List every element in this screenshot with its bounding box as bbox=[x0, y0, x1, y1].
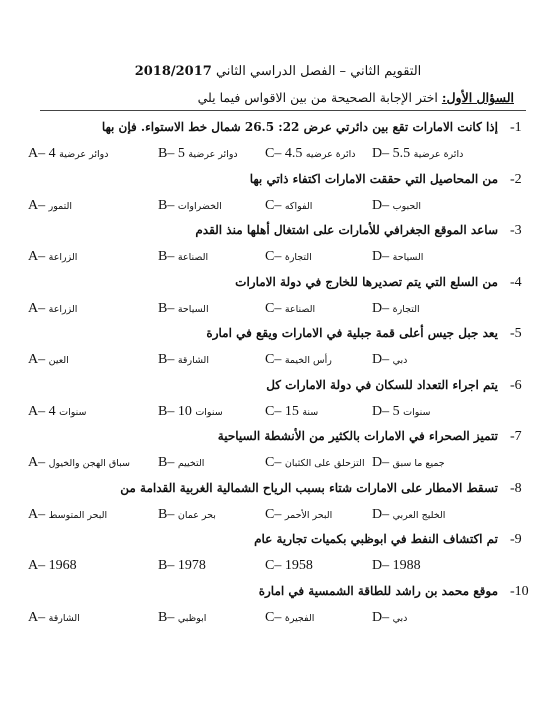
option-arabic-text: السياحة bbox=[392, 252, 424, 263]
option-letter: A– bbox=[28, 558, 46, 573]
question-text: موقع محمد بن راشد للطاقة الشمسية في امارة bbox=[258, 583, 498, 598]
answer-options-row bbox=[0, 198, 556, 218]
option-letter: D– bbox=[372, 558, 390, 573]
question-row bbox=[0, 481, 556, 503]
option-number: 10 bbox=[177, 403, 192, 419]
answer-options-row bbox=[0, 455, 556, 475]
option-number: 4 bbox=[48, 403, 56, 419]
option-d[interactable] bbox=[372, 249, 423, 265]
option-arabic-text: الفجيرة bbox=[284, 612, 315, 624]
option-arabic-text: الفواكه bbox=[284, 200, 313, 212]
question-text: من السلع التي يتم تصديرها للخارج في دولة الامارات bbox=[235, 274, 498, 289]
option-arabic-text: دوائر عرضية bbox=[188, 149, 238, 160]
option-arabic-text: الخضراوات bbox=[177, 200, 222, 212]
option-number: 1978 bbox=[177, 558, 206, 573]
question-text: تتميز الصحراء في الامارات بالكثير من الأنشطة السياحية bbox=[217, 429, 498, 443]
option-letter: C– bbox=[265, 197, 282, 213]
exam-year: 2018/2017 bbox=[134, 64, 212, 79]
option-number: 5 bbox=[177, 146, 185, 161]
option-arabic-text: دبي bbox=[392, 355, 408, 366]
answer-options-row bbox=[0, 301, 556, 321]
option-c[interactable] bbox=[265, 455, 365, 471]
option-arabic-text: دبي bbox=[392, 612, 408, 624]
option-arabic-text: التجارة bbox=[392, 303, 420, 315]
option-arabic-text: الحبوب bbox=[392, 200, 422, 212]
option-number: 1958 bbox=[284, 558, 313, 573]
option-letter: A– bbox=[28, 300, 46, 316]
option-d[interactable] bbox=[372, 507, 445, 523]
option-letter: D– bbox=[372, 352, 390, 367]
option-arabic-text: الشارقة bbox=[48, 612, 80, 624]
exam-heading bbox=[0, 64, 556, 79]
question-number: -1 bbox=[510, 120, 522, 135]
option-number: 1968 bbox=[48, 558, 77, 573]
option-c[interactable] bbox=[265, 352, 332, 368]
question-number: -4 bbox=[510, 274, 522, 290]
option-arabic-text: السياحة bbox=[177, 303, 209, 315]
answer-options-row bbox=[0, 146, 556, 166]
option-arabic-text: البحر الأحمر bbox=[284, 509, 333, 521]
option-d[interactable] bbox=[372, 301, 420, 317]
option-d[interactable] bbox=[372, 455, 445, 471]
option-a[interactable] bbox=[28, 146, 108, 162]
option-letter: D– bbox=[372, 249, 390, 264]
question-instruction bbox=[198, 90, 514, 105]
option-letter: D– bbox=[372, 146, 390, 161]
option-letter: C– bbox=[265, 249, 282, 264]
option-number: 5.5 bbox=[392, 146, 411, 161]
option-arabic-text: التخييم bbox=[177, 458, 205, 469]
question-number: -7 bbox=[510, 429, 522, 444]
question-number: -2 bbox=[510, 171, 522, 187]
option-b[interactable] bbox=[158, 249, 208, 265]
option-letter: C– bbox=[265, 300, 282, 316]
option-letter: A– bbox=[28, 197, 46, 213]
divider bbox=[40, 110, 526, 111]
option-a[interactable] bbox=[28, 610, 80, 626]
option-a[interactable] bbox=[28, 249, 77, 265]
option-d[interactable] bbox=[372, 146, 463, 162]
question-row bbox=[0, 429, 556, 451]
option-b[interactable] bbox=[158, 198, 222, 214]
question-row bbox=[0, 532, 556, 554]
option-a[interactable] bbox=[28, 558, 77, 574]
option-number: 5 bbox=[392, 403, 400, 419]
option-arabic-text: الصناعة bbox=[177, 252, 209, 263]
option-letter: B– bbox=[158, 455, 175, 470]
answer-options-row bbox=[0, 507, 556, 527]
question-row bbox=[0, 584, 556, 606]
option-letter: D– bbox=[372, 403, 390, 419]
option-arabic-text: التزحلق على الكثبان bbox=[284, 458, 365, 469]
option-arabic-text: رأس الخيمة bbox=[284, 355, 332, 366]
option-a[interactable] bbox=[28, 352, 69, 368]
option-b[interactable] bbox=[158, 404, 223, 420]
question-number: -3 bbox=[510, 223, 522, 238]
option-arabic-text: سنوات bbox=[195, 406, 223, 418]
question-row bbox=[0, 326, 556, 348]
option-number: 4.5 bbox=[284, 146, 303, 161]
exam-title: التقويم الثاني – الفصل الدراسي الثاني bbox=[215, 64, 422, 79]
option-letter: C– bbox=[265, 506, 282, 522]
question-number: -6 bbox=[510, 377, 522, 393]
option-letter: D– bbox=[372, 455, 390, 470]
section-label: السؤال الأول: bbox=[441, 90, 514, 105]
option-b[interactable] bbox=[158, 301, 209, 317]
answer-options-row bbox=[0, 249, 556, 269]
option-c[interactable] bbox=[265, 198, 312, 214]
option-letter: C– bbox=[265, 403, 282, 419]
option-arabic-text: سنوات bbox=[59, 406, 87, 418]
option-letter: D– bbox=[372, 197, 390, 213]
option-a[interactable] bbox=[28, 301, 77, 317]
question-number: -5 bbox=[510, 326, 522, 341]
question-text: إذا كانت الامارات تقع بين دائرتي عرض 22: 26.5 شمال خط الاستواء. فإن بها bbox=[101, 120, 498, 134]
option-b[interactable] bbox=[158, 352, 209, 368]
option-letter: A– bbox=[28, 403, 46, 419]
option-letter: A– bbox=[28, 352, 46, 367]
option-a[interactable] bbox=[28, 198, 72, 214]
option-b[interactable] bbox=[158, 455, 204, 471]
answer-options-row bbox=[0, 404, 556, 424]
option-c[interactable] bbox=[265, 301, 315, 317]
question-row bbox=[0, 275, 556, 297]
option-arabic-text: جميع ما سبق bbox=[392, 458, 445, 469]
option-c[interactable] bbox=[265, 610, 314, 626]
question-text: يتم اجراء التعداد للسكان في دولة الامارات كل bbox=[266, 377, 498, 392]
option-b[interactable] bbox=[158, 610, 206, 626]
option-letter: C– bbox=[265, 146, 282, 161]
option-arabic-text: التجارة bbox=[284, 252, 312, 263]
option-letter: A– bbox=[28, 506, 46, 522]
option-letter: B– bbox=[158, 146, 175, 161]
option-b[interactable] bbox=[158, 558, 206, 574]
option-letter: D– bbox=[372, 609, 390, 625]
option-arabic-text: العين bbox=[48, 355, 69, 366]
option-c[interactable] bbox=[265, 558, 313, 574]
option-letter: B– bbox=[158, 403, 175, 419]
option-letter: C– bbox=[265, 352, 282, 367]
option-c[interactable] bbox=[265, 249, 312, 265]
option-arabic-text: الشارقة bbox=[177, 355, 209, 366]
question-row bbox=[0, 378, 556, 400]
option-letter: D– bbox=[372, 300, 390, 316]
option-letter: B– bbox=[158, 609, 175, 625]
option-a[interactable] bbox=[28, 455, 130, 471]
option-letter: B– bbox=[158, 558, 175, 573]
option-arabic-text: الزراعة bbox=[48, 303, 78, 315]
option-d[interactable] bbox=[372, 198, 421, 214]
option-arabic-text: الزراعة bbox=[48, 252, 78, 263]
option-letter: A– bbox=[28, 249, 46, 264]
question-text: من المحاصيل التي حققت الامارات اكتفاء ذاتي بها bbox=[249, 171, 498, 186]
answer-options-row bbox=[0, 352, 556, 372]
option-d[interactable] bbox=[372, 558, 421, 574]
option-d[interactable] bbox=[372, 610, 407, 626]
option-arabic-text: دائرة عرضية bbox=[413, 149, 464, 160]
answer-options-row bbox=[0, 610, 556, 630]
option-letter: A– bbox=[28, 455, 46, 470]
option-letter: B– bbox=[158, 197, 175, 213]
option-letter: C– bbox=[265, 609, 282, 625]
option-arabic-text: البحر المتوسط bbox=[48, 509, 108, 521]
option-arabic-text: دوائر عرضية bbox=[59, 149, 109, 160]
question-text: تسقط الامطار على الامارات شتاء بسبب الرياح الشمالية الغربية القدامة من bbox=[120, 480, 498, 495]
option-arabic-text: سنوات bbox=[403, 406, 431, 418]
option-letter: B– bbox=[158, 300, 175, 316]
option-arabic-text: بحر عمان bbox=[177, 509, 216, 521]
option-letter: C– bbox=[265, 558, 282, 573]
option-letter: B– bbox=[158, 506, 175, 522]
option-letter: A– bbox=[28, 146, 46, 161]
question-text: تم اكتشاف النفط في ابوظبي بكميات تجارية عام bbox=[254, 532, 498, 546]
option-number: 15 bbox=[284, 403, 299, 419]
option-c[interactable] bbox=[265, 404, 318, 420]
option-d[interactable] bbox=[372, 404, 430, 420]
option-b[interactable] bbox=[158, 507, 216, 523]
instruction-text: اختر الإجابة الصحيحة من بين الاقواس فيما يلي bbox=[197, 90, 442, 105]
option-a[interactable] bbox=[28, 507, 107, 523]
question-number: -9 bbox=[510, 532, 522, 547]
option-arabic-text: الخليج العربي bbox=[392, 509, 446, 521]
option-a[interactable] bbox=[28, 404, 86, 420]
question-number: -10 bbox=[510, 583, 529, 599]
option-arabic-text: سباق الهجن والخيول bbox=[48, 458, 130, 469]
option-letter: A– bbox=[28, 609, 46, 625]
option-number: 4 bbox=[48, 146, 56, 161]
question-number: -8 bbox=[510, 480, 522, 496]
option-arabic-text: الصناعة bbox=[284, 303, 316, 315]
option-d[interactable] bbox=[372, 352, 407, 368]
question-row bbox=[0, 223, 556, 245]
option-c[interactable] bbox=[265, 507, 332, 523]
option-b[interactable] bbox=[158, 146, 238, 162]
option-number: 1988 bbox=[392, 558, 421, 573]
option-arabic-text: دائرة عرضيه bbox=[305, 149, 356, 160]
option-letter: C– bbox=[265, 455, 282, 470]
answer-options-row bbox=[0, 558, 556, 578]
option-arabic-text: التمور bbox=[48, 200, 73, 212]
question-row bbox=[0, 120, 556, 142]
option-arabic-text: سنة bbox=[302, 406, 319, 418]
option-letter: D– bbox=[372, 506, 390, 522]
question-text: يعد جبل جيس أعلى قمة جبلية في الامارات ويقع في امارة bbox=[206, 326, 498, 340]
option-c[interactable] bbox=[265, 146, 356, 162]
option-letter: B– bbox=[158, 352, 175, 367]
option-arabic-text: ابوظبي bbox=[177, 612, 207, 624]
option-letter: B– bbox=[158, 249, 175, 264]
question-row bbox=[0, 172, 556, 194]
question-text: ساعد الموقع الجغرافي للأمارات على اشتغال أهلها منذ القدم bbox=[195, 223, 498, 237]
